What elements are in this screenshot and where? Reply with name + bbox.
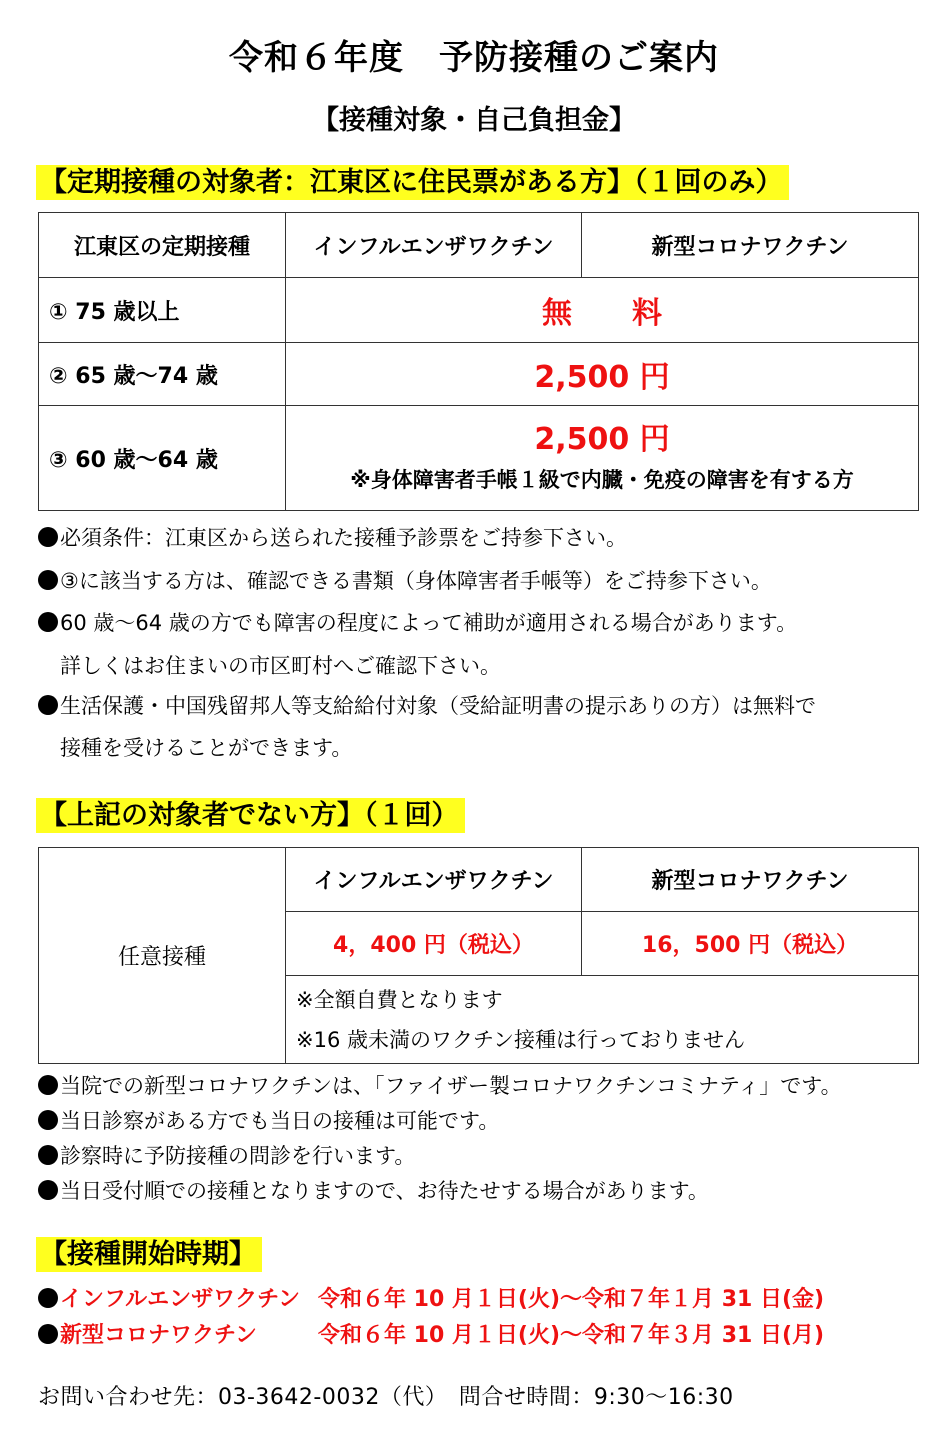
bullet-dot-icon — [38, 570, 58, 590]
price-free: 無 料 — [286, 278, 919, 343]
schedule-item-influenza: インフルエンザワクチン 令和６年 10 月１日(火)～令和７年１月 31 日(金) — [38, 1282, 824, 1313]
table-row — [39, 406, 919, 511]
list-item: 当日診察がある方でも当日の接種は可能です。 — [38, 1105, 499, 1135]
header-cell-influenza: インフルエンザワクチン — [286, 848, 582, 912]
bullet-dot-icon — [38, 1110, 58, 1130]
voluntary-vaccination-table — [38, 847, 919, 1064]
row-label-age-75: ① 75 歳以上 — [39, 278, 286, 343]
header-cell-category: 江東区の定期接種 — [39, 213, 286, 278]
list-item: 当日受付順での接種となりますので、お待たせする場合があります。 — [38, 1175, 709, 1205]
note-self-pay: ※全額自費となります — [296, 987, 503, 1012]
price-cell-60-64 — [286, 406, 919, 511]
notes-cell — [286, 976, 919, 1064]
contact-info: お問い合わせ先：03-3642-0032（代） 問合せ時間：9:30～16:30 — [38, 1385, 734, 1410]
section3-heading: 【接種開始時期】 — [36, 1235, 262, 1275]
disability-note: ※身体障害者手帳１級で内臓・免疫の障害を有する方 — [350, 468, 854, 492]
list-item: 当院での新型コロナワクチンは、「ファイザー製コロナワクチンコミナティ」です。 — [38, 1070, 842, 1100]
section2-heading: 【上記の対象者でない方】（１回） — [36, 796, 465, 836]
list-item: 診察時に予防接種の問診を行います。 — [38, 1140, 415, 1170]
price-2500: 2,500 円 — [286, 343, 919, 406]
table-header-row — [39, 213, 919, 278]
bullet-dot-icon — [38, 695, 58, 715]
list-item: 必須条件：江東区から送られた接種予診票をご持参下さい。 — [38, 522, 627, 552]
row-label-age-65-74: ② 65 歳～74 歳 — [39, 343, 286, 406]
list-item-continuation: 接種を受けることができます。 — [60, 736, 353, 760]
price-2500-disabled: 2,500 円 — [534, 422, 670, 457]
note-age-limit: ※16 歳未満のワクチン接種は行っておりません — [296, 1027, 745, 1052]
section1-heading: 【定期接種の対象者：江東区に住民票がある方】（１回のみ） — [36, 163, 789, 203]
page-title: 令和６年度 予防接種のご案内 — [229, 38, 719, 78]
schedule-item-covid: 新型コロナワクチン 令和６年 10 月１日(火)～令和７年３月 31 日(月) — [38, 1318, 824, 1349]
list-item: 60 歳～64 歳の方でも障害の程度によって補助が適用される場合があります。 — [38, 607, 797, 637]
bullet-dot-icon — [38, 527, 58, 547]
bullet-dot-icon — [38, 1180, 58, 1200]
bullet-dot-icon — [38, 1075, 58, 1095]
list-item-continuation: 詳しくはお住まいの市区町村へご確認下さい。 — [60, 654, 501, 678]
header-cell-covid: 新型コロナワクチン — [582, 848, 919, 912]
price-covid: 16，500 円（税込） — [582, 912, 919, 976]
bullet-dot-icon — [38, 1145, 58, 1165]
row-label-voluntary: 任意接種 — [39, 848, 286, 1064]
bullet-dot-icon — [38, 612, 58, 632]
bullet-dot-icon — [38, 1324, 58, 1344]
header-cell-covid: 新型コロナワクチン — [582, 213, 919, 278]
page-subtitle: 【接種対象・自己負担金】 — [312, 105, 636, 136]
header-cell-influenza: インフルエンザワクチン — [286, 213, 582, 278]
table-row — [39, 278, 919, 343]
price-influenza: 4，400 円（税込） — [286, 912, 582, 976]
list-item: ③に該当する方は、確認できる書類（身体障害者手帳等）をご持参下さい。 — [38, 565, 772, 595]
row-label-age-60-64: ③ 60 歳～64 歳 — [39, 406, 286, 511]
list-item: 生活保護・中国残留邦人等支給給付対象（受給証明書の提示ありの方）は無料で — [38, 690, 816, 720]
table-row — [39, 343, 919, 406]
regular-vaccination-table — [38, 212, 919, 511]
bullet-dot-icon — [38, 1288, 58, 1308]
